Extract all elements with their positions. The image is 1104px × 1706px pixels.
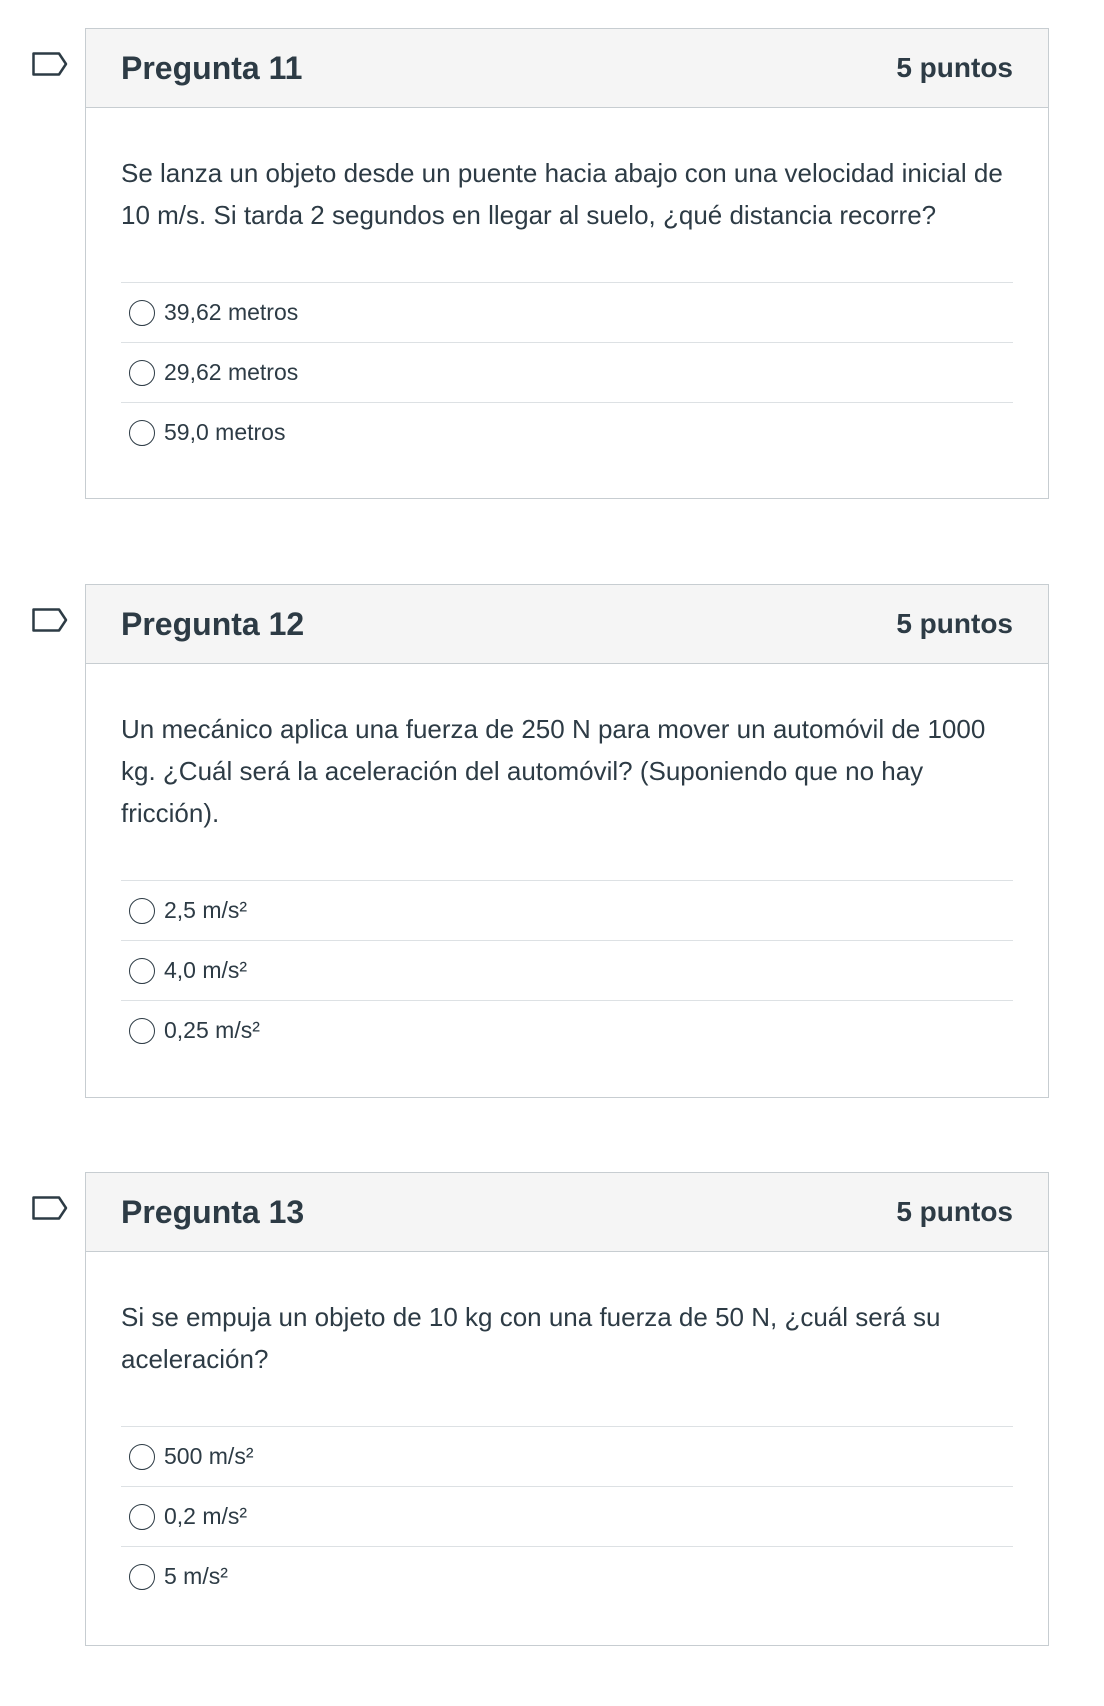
answer-label: 5 m/s² bbox=[164, 1563, 228, 1589]
radio-button[interactable] bbox=[129, 898, 155, 924]
radio-button[interactable] bbox=[129, 1564, 155, 1590]
answer-list bbox=[121, 880, 1013, 1096]
question-body bbox=[86, 664, 1048, 1096]
question-body bbox=[86, 108, 1048, 498]
question-points: 5 puntos bbox=[896, 608, 1013, 639]
flag-icon[interactable] bbox=[32, 1196, 68, 1220]
radio-button[interactable] bbox=[129, 1018, 155, 1044]
answer-list bbox=[121, 1426, 1013, 1642]
answer-label: 59,0 metros bbox=[164, 419, 286, 445]
answer-option[interactable] bbox=[121, 1487, 1013, 1547]
question-card bbox=[85, 1172, 1049, 1646]
radio-button[interactable] bbox=[129, 420, 155, 446]
question-points: 5 puntos bbox=[896, 1196, 1013, 1227]
question-title: Pregunta 12 bbox=[121, 605, 305, 642]
answer-option[interactable] bbox=[121, 881, 1013, 941]
radio-button[interactable] bbox=[129, 360, 155, 386]
answer-label: 0,2 m/s² bbox=[164, 1503, 248, 1529]
question-text: Un mecánico aplica una fuerza de 250 N para mover un automóvil de 1000 kg. ¿Cuál será la aceleración del automóvil? (Suponiendo que no hay fricción). bbox=[121, 714, 986, 828]
question-points: 5 puntos bbox=[896, 52, 1013, 83]
answer-label: 29,62 metros bbox=[164, 359, 299, 385]
answer-option[interactable] bbox=[121, 283, 1013, 343]
question-header bbox=[86, 29, 1048, 108]
answer-option[interactable] bbox=[121, 1547, 1013, 1606]
radio-button[interactable] bbox=[129, 1444, 155, 1470]
answer-label: 500 m/s² bbox=[164, 1443, 254, 1469]
answer-option[interactable] bbox=[121, 1001, 1013, 1060]
flag-icon[interactable] bbox=[32, 52, 68, 76]
answer-option[interactable] bbox=[121, 343, 1013, 403]
answer-option[interactable] bbox=[121, 941, 1013, 1001]
answer-label: 2,5 m/s² bbox=[164, 897, 248, 923]
question-card bbox=[85, 584, 1049, 1098]
answer-label: 39,62 metros bbox=[164, 299, 299, 325]
flag-icon[interactable] bbox=[32, 608, 68, 632]
answer-option[interactable] bbox=[121, 1427, 1013, 1487]
answer-label: 0,25 m/s² bbox=[164, 1017, 260, 1043]
radio-button[interactable] bbox=[129, 300, 155, 326]
radio-button[interactable] bbox=[129, 958, 155, 984]
answer-list bbox=[121, 282, 1013, 498]
question-title: Pregunta 13 bbox=[121, 1193, 305, 1230]
answer-label: 4,0 m/s² bbox=[164, 957, 248, 983]
radio-button[interactable] bbox=[129, 1504, 155, 1530]
question-title: Pregunta 11 bbox=[121, 49, 303, 86]
answer-option[interactable] bbox=[121, 403, 1013, 462]
question-body bbox=[86, 1252, 1048, 1642]
question-text: Se lanza un objeto desde un puente hacia abajo con una velocidad inicial de 10 m/s. Si tarda 2 segundos en llegar al suelo, ¿qué distancia recorre? bbox=[121, 158, 1003, 230]
question-text: Si se empuja un objeto de 10 kg con una fuerza de 50 N, ¿cuál será su aceleración? bbox=[121, 1302, 941, 1374]
question-header bbox=[86, 585, 1048, 664]
question-header bbox=[86, 1173, 1048, 1252]
question-card bbox=[85, 28, 1049, 499]
